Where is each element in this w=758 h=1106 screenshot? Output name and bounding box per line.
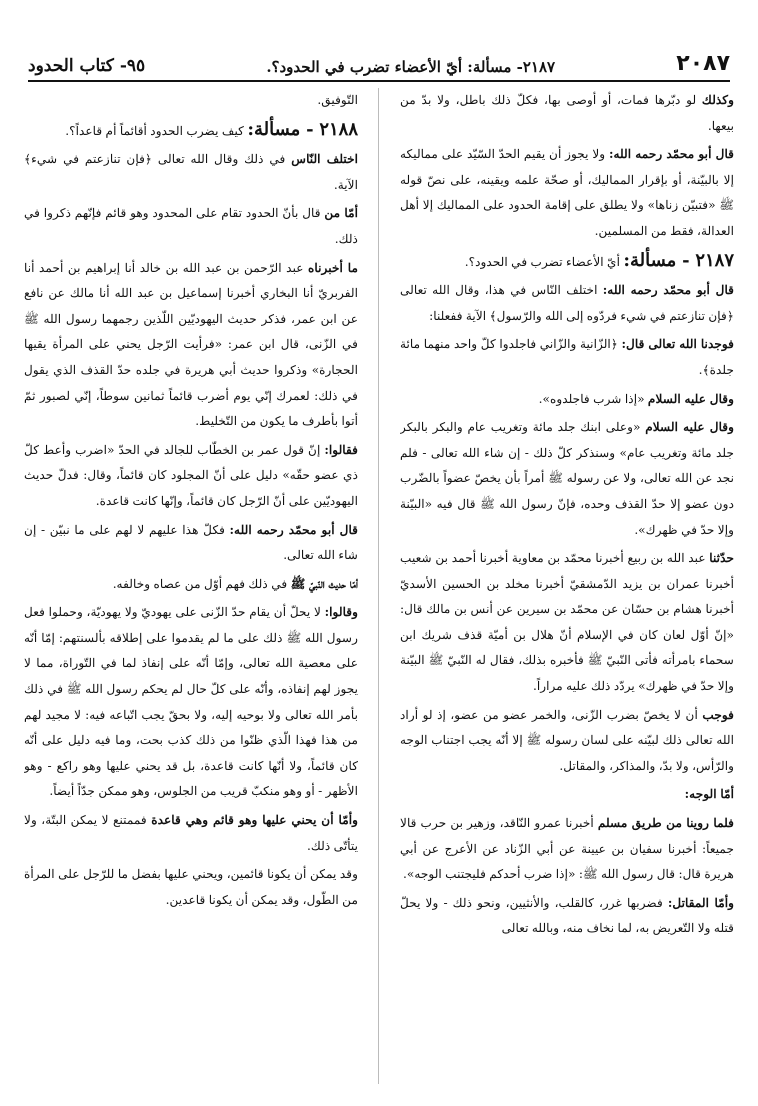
right-column-paragraph-lead: حدّثنا (709, 551, 734, 566)
right-column-paragraph (400, 811, 734, 888)
right-column-paragraph (400, 782, 734, 808)
left-column-paragraph-lead: قال أبو محمّد رحمه الله: (229, 522, 358, 537)
left-column-paragraph-text: في ذلك وقال الله تعالى ﴿فإن تنازعتم في شيء﴾ الآية. (24, 152, 358, 192)
left-column-paragraph (24, 518, 358, 569)
left-column-paragraph (24, 147, 358, 198)
left-column-paragraph-text: وقد يمكن أن يكونا قائمين، ويحني عليها بفضل ما للرّجل على المرأة من الطّول، وقد يمكن أن يكونا قاعدين. (24, 867, 358, 907)
right-column-paragraph-text: «إذا شرب فاجلدوه». (538, 391, 648, 406)
right-column-paragraph (400, 248, 734, 276)
right-column-paragraph-lead: وقال عليه السلام (645, 420, 734, 435)
right-column-paragraph-lead: قال أبو محمّد رحمه الله: (608, 147, 734, 162)
right-column-paragraph-lead: وأمّا المقاتل: (667, 895, 734, 910)
left-column-paragraph-lead: ٢١٨٨ - مسألة: (247, 118, 358, 140)
right-column-paragraph-lead: فلما روينا من طريق مسلم (597, 816, 734, 831)
right-column-paragraph-lead: فوجب (702, 707, 734, 722)
right-column-paragraph (400, 142, 734, 244)
right-column-paragraph-lead: فوجدنا الله تعالى قال: (621, 337, 734, 352)
right-column-paragraph-text: ﴿الزّانية والزّاني فاجلدوا كلّ واحد منهما مائة جلدة﴾. (400, 337, 734, 377)
left-column-paragraph-lead: فقالوا: (324, 442, 358, 457)
left-column-paragraph-text: قال بأنّ الحدود تقام على المحدود وهو قائم فإنّهم ذكروا في ذلك. (24, 206, 358, 246)
right-column-paragraph (400, 703, 734, 780)
right-column-paragraph (400, 415, 734, 543)
left-column-paragraph-lead: وقالوا: (324, 605, 358, 620)
right-column-paragraph (400, 278, 734, 329)
right-column-paragraph-text: فضربها غرر، كالقلب، والأنثيين، ونحو ذلك - ولا يحلّ قتله ولا التّعريض به، لما نخاف منه، وبالله تعالى (400, 895, 734, 936)
right-column-paragraph-text: أيّ الأعضاء تضرب في الحدود؟. (464, 254, 624, 269)
right-column-paragraph-lead: ٢١٨٧ - مسألة: (623, 249, 734, 271)
left-column-paragraph-lead: وأمّا أن يحني عليها وهو قائم وهي قاعدة (151, 813, 358, 828)
left-column-paragraph-text: فممتنع لا يمكن البتّة، ولا يتأتّى ذلك. (24, 813, 358, 853)
right-column-paragraph-lead: أمّا الوجه: (684, 787, 734, 802)
right-column-paragraph-lead: قال أبو محمّد رحمه الله: (602, 283, 734, 298)
right-column-paragraph (400, 891, 734, 942)
left-column-paragraph (24, 862, 358, 913)
right-column-paragraph (400, 546, 734, 700)
left-column-paragraph-text: لا يحلّ أن يقام حدّ الزّنى على يهوديّ ولا يهوديّة، وحملوا فعل رسول الله ﷺ ذلك على ما لم يقدموا على إطلاقه بألسنتهم: إمّا أنّه على معصية الله تعالى، وإمّا أنّه على إنفاذ لما في التّوراة، مما لا يجوز لهم إنفاذه، وأنّه على كلّ حال لم يحكم رسول الله ﷺ في ذلك بأمر الله تعالى ولا بوحيه إليه، ولا بحقّ يجب اتّباعه فيه: لا مجيد لهم من هذا فهذا الّذي ظنّوا من ذلك كذب بحت، وما فيه دليل على أنّه كان قائماً، ولا أنّها كانت قاعدة، بل قد يحني عليها وهو راكع - وهو الأظهر - أو وهو منكبّ قريب من الجلوس، وهو ممكن جدّاً أيضاً. (24, 605, 358, 799)
left-column-paragraph-lead: اختلف النّاس (291, 152, 358, 167)
right-column-paragraph-text: ولا يجوز أن يقيم الحدّ السّيّد على مماليكه إلا بالبيّنة، أو بإقرار المماليك، أو صحّة علمه ويقينه، على نصّ قوله ﷺ «فتبيّن زناها» ولا يطلق على إقامة الحدود على المماليك إلا أهل العدالة، فقط من المسلمين. (400, 147, 734, 238)
right-column-paragraph-lead: وقال عليه السلام (647, 391, 734, 406)
right-column-paragraph (400, 88, 734, 139)
right-column-paragraph-text: اختلف النّاس في هذا، وقال الله تعالى ﴿فإن تنازعتم في شيء فردّوه إلى الله والرّسول﴾ الآية ففعلنا: (400, 283, 734, 323)
right-column-paragraph-text: «وعلى ابنك جلد مائة وتغريب عام والبكر بالبكر جلد مائة وتغريب عام» وسنذكر كلّ ذلك - إن شاء الله تعالى - فلم نجد عن الله تعالى، ولا عن رسوله ﷺ أمراً بأن يخصّ عضواً بالضّرب دون عضو إلا حدّ القذف وحده، فإنّ رسول الله ﷺ قال فيه «البيّنة وإلا حدّ في ظهرك». (400, 420, 734, 537)
left-column-paragraph (24, 438, 358, 515)
left-column-paragraph (24, 88, 358, 114)
column-separator (378, 88, 379, 1084)
page-header (28, 36, 730, 76)
right-column-paragraph-text: أن لا يخصّ بضرب الزّنى، والخمر عضو من عضو، إذ لو أراد الله تعالى ذلك لبيّنه على لسان رسوله ﷺ إلا أنّه يجب اجتناب الوجه والرّأس، ولا بدّ، والمذاكر، والمقاتل. (400, 707, 734, 773)
left-column-paragraph (24, 572, 358, 598)
left-column-paragraph-text: كيف يضرب الحدود أقائماً أم قاعداً؟. (65, 123, 248, 138)
book-title: ٩٥- كتاب الحدود (28, 56, 146, 76)
left-column-paragraph-lead: أمّا من (324, 206, 358, 221)
left-column-paragraph-text: في ذلك فهم أوّل من عصاه وخالفه. (112, 576, 291, 591)
left-column-paragraph-lead: أمّا حديث النّبيّ ﷺ (290, 576, 358, 591)
right-column-paragraph (400, 332, 734, 383)
left-column-paragraph-lead: ما أخبرناه (308, 260, 358, 275)
left-column-paragraph-text: عبد الرّحمن بن عبد الله بن خالد أنا إبراهيم بن أحمد أنا الفربريّ أنا البخاري أخبرنا إسماعيل بن عبد الله أنا مالك عن نافع عن ابن عمر، فذكر حديث اليهوديّين اللّذين رجمهما رسول الله ﷺ في الزّنى، قال ابن عمر: «فرأيت الرّجل يحني على المرأة يقيها الحجارة» وذكروا حديث أبي هريرة في جلده حدّ القذف الذي يقول في ذلك: لعمرك إنّي يوم أضرب قائماً ثمانين سوطاً، إنّي لصبور ثمّ أتوا بأطرف ما يكون من التّخليط. (24, 260, 358, 429)
right-column-paragraph-lead: وكذلك (701, 93, 734, 107)
left-column-paragraph (24, 117, 358, 145)
left-column-paragraph-text: فكلّ هذا عليهم لا لهم على ما نبيّن - إن شاء الله تعالى. (24, 522, 358, 563)
right-column-paragraph-text: أخبرنا عمرو النّاقد، وزهير بن حرب قالا جميعاً: أخبرنا سفيان بن عيينة عن أبي الزّناد عن الأعرج عن أبي هريرة قال: قال رسول الله ﷺ: «إذا ضرب أحدكم فليجتنب الوجه». (400, 816, 734, 882)
left-column-paragraph-text: إنّ قول عمر بن الخطّاب للجالد في الحدّ «اضرب وأعط كلّ ذي عضو حقّه» دليل على أنّ المجلود كان قائماً، وقال: فدلّ حديث اليهوديّين على أنّ الرّجل كان قائماً، وإنّها كانت قاعدة. (24, 442, 358, 508)
header-rule (28, 80, 730, 82)
right-column-paragraph (400, 387, 734, 413)
left-column (24, 88, 358, 1084)
right-column (400, 88, 734, 1084)
running-title: ٢١٨٧- مسألة: أيّ الأعضاء تضرب في الحدود؟. (266, 58, 556, 76)
left-column-paragraph (24, 256, 358, 435)
right-column-paragraph-text: عبد الله بن ربيع أخبرنا محمّد بن معاوية أخبرنا أحمد بن شعيب أخبرنا عمران بن يزيد الدّمشقيّ أخبرنا مخلد بن الحسين الأسديّ أخبرنا هشام بن حسّان عن محمّد بن سيرين عن أنس بن مالك قال: «إنّ أوّل لعان كان في الإسلام أنّ هلال بن أميّة قذف شريك ابن سحماء بامرأته فأتى النّبيّ ﷺ فأخبره بذلك، فقال له النّبيّ ﷺ البيّنة وإلا حدّ في ظهرك» يردّد ذلك عليه مراراً. (400, 551, 734, 694)
left-column-paragraph (24, 201, 358, 252)
page-number: ٢٠٨٧ (676, 51, 730, 76)
left-column-paragraph (24, 600, 358, 805)
left-column-paragraph (24, 808, 358, 859)
left-column-paragraph-text: التّوفيق. (317, 93, 358, 107)
right-column-paragraph-text: لو دبّرها فمات، أو أوصى بها، فكلّ ذلك باطل، ولا بدّ من بيعها. (400, 93, 734, 133)
